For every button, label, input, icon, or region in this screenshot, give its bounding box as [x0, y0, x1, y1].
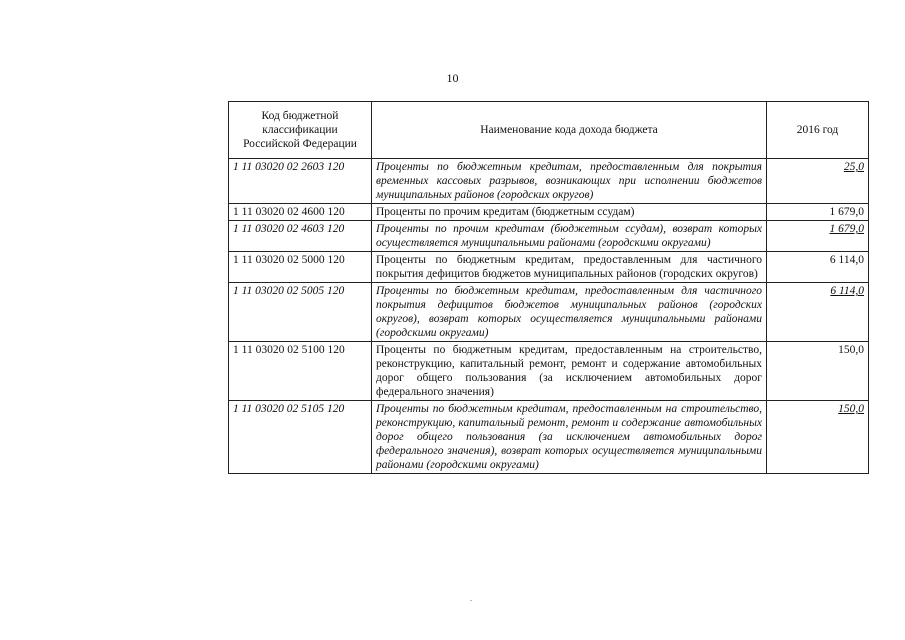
row-code: 1 11 03020 02 5100 120 — [229, 342, 372, 401]
row-code: 1 11 03020 02 4600 120 — [229, 204, 372, 221]
row-amount: 150,0 — [767, 342, 869, 401]
row-amount: 25,0 — [767, 159, 869, 204]
page-number: 10 — [446, 71, 459, 85]
row-code: 1 11 03020 02 4603 120 — [229, 221, 372, 252]
table-row — [229, 221, 869, 252]
header-year: 2016 год — [767, 102, 869, 159]
table-row — [229, 342, 869, 401]
row-name: Проценты по бюджетным кредитам, предоставленным на строительство, реконструкцию, капитальный ремонт, ремонт и содержание автомобильных дорог общего пользования (за исключением автомобильных дорог федерального значения), возврат которых осуществляется муниципальными районами (городскими округами) — [372, 401, 767, 474]
table-header-row — [229, 102, 869, 159]
row-name: Проценты по бюджетным кредитам, предоставленным для частичного покрытия дефицитов бюджетов муниципальных районов (городских округов) — [372, 252, 767, 283]
table-row — [229, 401, 869, 474]
row-amount: 1 679,0 — [767, 204, 869, 221]
row-amount: 6 114,0 — [767, 283, 869, 342]
table-row — [229, 252, 869, 283]
table-row — [229, 283, 869, 342]
scan-artifact — [470, 600, 472, 601]
row-code: 1 11 03020 02 5000 120 — [229, 252, 372, 283]
row-name: Проценты по прочим кредитам (бюджетным ссудам) — [372, 204, 767, 221]
row-name: Проценты по прочим кредитам (бюджетным ссудам), возврат которых осуществляется муниципальными районами (городскими округами) — [372, 221, 767, 252]
row-code: 1 11 03020 02 5005 120 — [229, 283, 372, 342]
header-name: Наименование кода дохода бюджета — [372, 102, 767, 159]
table-row — [229, 204, 869, 221]
table-row — [229, 159, 869, 204]
row-name: Проценты по бюджетным кредитам, предоставленным для покрытия временных кассовых разрывов, возникающих при исполнении бюджетов муниципальных районов (городских округов) — [372, 159, 767, 204]
row-name: Проценты по бюджетным кредитам, предоставленным для частичного покрытия дефицитов бюджетов муниципальных районов (городских округов), возврат которых осуществляется муниципальными районами (городскими округами) — [372, 283, 767, 342]
budget-income-table — [228, 101, 869, 474]
row-code: 1 11 03020 02 2603 120 — [229, 159, 372, 204]
row-amount: 6 114,0 — [767, 252, 869, 283]
header-code: Код бюджетной классификации Российской Федерации — [229, 102, 372, 159]
row-name: Проценты по бюджетным кредитам, предоставленным на строительство, реконструкцию, капитальный ремонт, ремонт и содержание автомобильных дорог общего пользования (за исключением автомобильных дорог федерального значения) — [372, 342, 767, 401]
row-amount: 1 679,0 — [767, 221, 869, 252]
row-code: 1 11 03020 02 5105 120 — [229, 401, 372, 474]
row-amount: 150,0 — [767, 401, 869, 474]
